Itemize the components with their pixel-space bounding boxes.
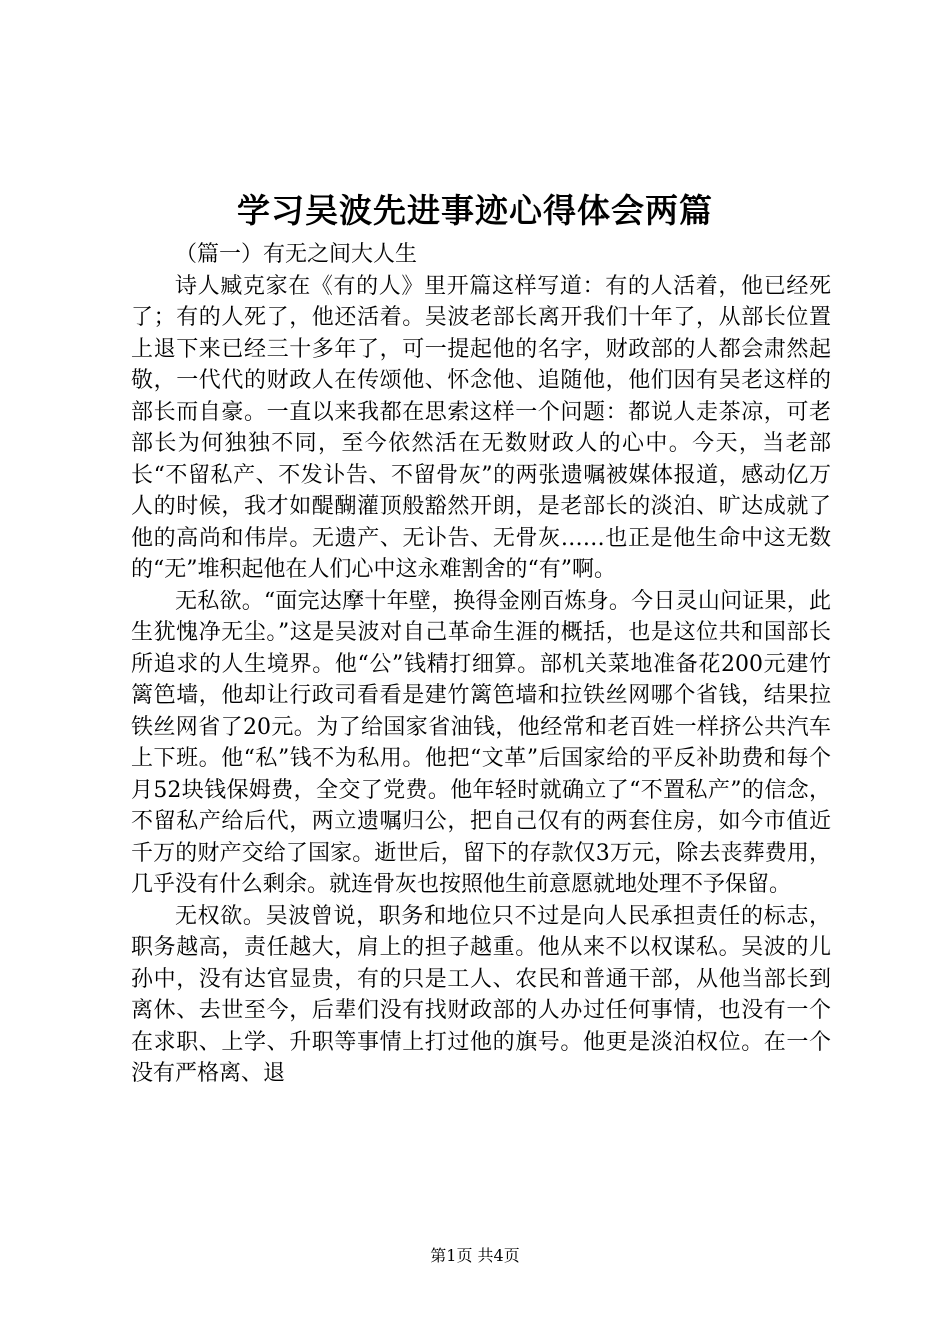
document-body (131, 239, 831, 1090)
section-heading: （篇一）有无之间大人生 (175, 242, 418, 267)
document-title: 学习吴波先进事迹心得体会两篇 (237, 191, 713, 230)
paragraph-no-power-desire: 无权欲。吴波曾说，职务和地位只不过是向人民承担责任的标志，职务越高，责任越大，肩上的担子越重。他从来不以权谋私。吴波的儿孙中，没有达官显贵，有的只是工人、农民和普通干部，从他当部长到离休、去世至今，后辈们没有找财政部的人办过任何事情，也没有一个在求职、上学、升职等事情上打过他的旗号。他更是淡泊权位。在一个没有严格离、退 (131, 903, 831, 1086)
page-footer: 第1页 共4页 (430, 1246, 520, 1265)
paragraph-no-selfish-desire: 无私欲。“面完达摩十年壁，换得金刚百炼身。今日灵山问证果，此生犹愧净无尘。”这是吴波对自己革命生涯的概括，也是这位共和国部长所追求的人生境界。他“公”钱精打细算。部机关菜地准备花200元建竹篱笆墙，他却让行政司看看是建竹篱笆墙和拉铁丝网哪个省钱，结果拉铁丝网省了20元。为了给国家省油钱，他经常和老百姓一样挤公共汽车上下班。他“私”钱不为私用。他把“文革”后国家给的平反补助费和每个月52块钱保姆费，全交了党费。他年轻时就确立了“不置私产”的信念，不留私产给后代，两立遗嘱归公，把自己仅有的两套住房，如今市值近千万的财产交给了国家。逝世后，留下的存款仅3万元，除去丧葬费用，几乎没有什么剩余。就连骨灰也按照他生前意愿就地处理不予保留。 (131, 588, 831, 897)
paragraph-intro: 诗人臧克家在《有的人》里开篇这样写道：有的人活着，他已经死了；有的人死了，他还活着。吴波老部长离开我们十年了，从部长位置上退下来已经三十多年了，可一提起他的名字，财政部的人都会肃然起敬，一代代的财政人在传颂他、怀念他、追随他，他们因有吴老这样的部长而自豪。一直以来我都在思索这样一个问题：都说人走茶凉，可老部长为何独独不同，至今依然活在无数财政人的心中。今天，当老部长“不留私产、不发讣告、不留骨灰”的两张遗嘱被媒体报道，感动亿万人的时候，我才如醍醐灌顶般豁然开朗，是老部长的淡泊、旷达成就了他的高尚和伟岸。无遗产、无讣告、无骨灰……也正是他生命中这无数的“无”堆积起他在人们心中这永难割舍的“有”啊。 (131, 273, 831, 582)
